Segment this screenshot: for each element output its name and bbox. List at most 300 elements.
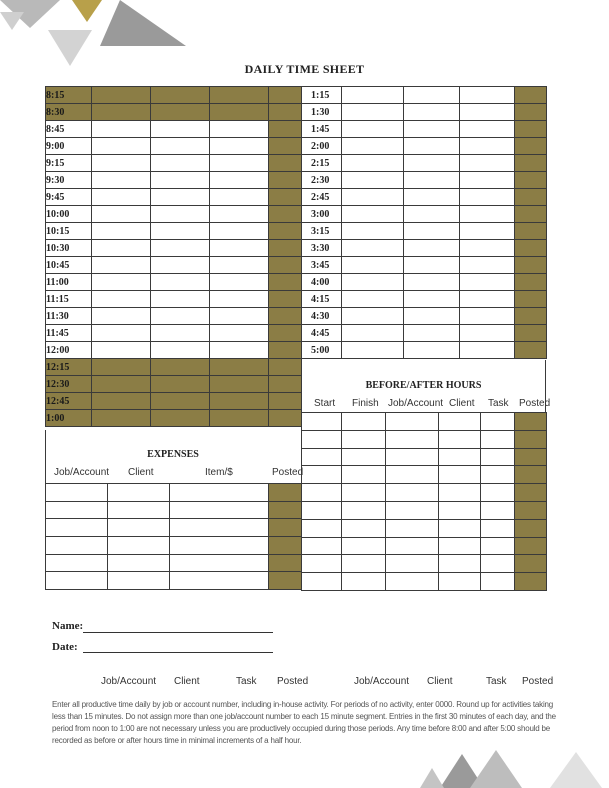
entry-cell[interactable] bbox=[460, 138, 515, 155]
entry-cell[interactable] bbox=[46, 537, 108, 555]
entry-cell[interactable] bbox=[108, 554, 170, 572]
entry-cell[interactable] bbox=[108, 519, 170, 537]
entry-cell[interactable] bbox=[342, 466, 386, 484]
entry-cell[interactable] bbox=[481, 430, 515, 448]
entry-cell[interactable] bbox=[342, 573, 386, 591]
time-row bbox=[302, 308, 547, 325]
entry-cell[interactable] bbox=[151, 257, 210, 274]
entry-cell[interactable] bbox=[46, 501, 108, 519]
entry-cell[interactable] bbox=[210, 87, 269, 104]
entry-cell[interactable] bbox=[342, 189, 404, 206]
expenses-title: EXPENSES bbox=[147, 449, 199, 460]
entry-cell[interactable] bbox=[404, 325, 460, 342]
entry-cell[interactable] bbox=[92, 121, 151, 138]
entry-cell[interactable] bbox=[481, 555, 515, 573]
time-row bbox=[46, 291, 302, 308]
entry-cell[interactable] bbox=[92, 342, 151, 359]
legend-right-client: Client bbox=[427, 676, 453, 687]
entry-cell[interactable] bbox=[404, 291, 460, 308]
entry-cell[interactable] bbox=[481, 484, 515, 502]
entry-cell[interactable] bbox=[342, 274, 404, 291]
entry-cell[interactable] bbox=[108, 501, 170, 519]
time-row bbox=[302, 138, 547, 155]
entry-cell[interactable] bbox=[210, 393, 269, 410]
entry-cell[interactable] bbox=[481, 519, 515, 537]
posted-cell bbox=[269, 308, 302, 325]
time-row bbox=[46, 121, 302, 138]
instructions-text: Enter all productive time daily by job or account number, including in-house activity. For periods of no activity, enter 0000. Round up for activities taking less than 15 minutes. Do not assign more than one job/account number to each 15 minute segment. Entries in the first 30 minutes of each day, and the period from noon to 1:00 are not necessary unless you are productively occupied during those periods. Any time before 8:00 and after 5:00 should be recorded as before or after hours time in minimal increments of a half hour. bbox=[52, 700, 556, 745]
before-after-title: BEFORE/AFTER HOURS bbox=[365, 380, 482, 391]
posted-cell bbox=[269, 393, 302, 410]
entry-cell[interactable] bbox=[151, 393, 210, 410]
entry-cell[interactable] bbox=[439, 430, 481, 448]
entry-cell[interactable] bbox=[210, 121, 269, 138]
entry-cell[interactable] bbox=[151, 206, 210, 223]
entry-cell[interactable] bbox=[302, 448, 342, 466]
posted-cell bbox=[515, 155, 547, 172]
entry-cell[interactable] bbox=[481, 448, 515, 466]
entry-cell[interactable] bbox=[92, 308, 151, 325]
time-label: 9:45 bbox=[46, 189, 92, 206]
entry-cell[interactable] bbox=[92, 240, 151, 257]
expenses-col-header: Job/Account bbox=[54, 467, 110, 478]
time-row bbox=[46, 257, 302, 274]
time-row bbox=[46, 410, 302, 427]
entry-cell[interactable] bbox=[46, 572, 108, 590]
entry-cell[interactable] bbox=[151, 240, 210, 257]
time-label: 12:15 bbox=[46, 359, 92, 376]
entry-cell[interactable] bbox=[342, 104, 404, 121]
entry-cell[interactable] bbox=[386, 573, 439, 591]
entry-cell[interactable] bbox=[386, 448, 439, 466]
entry-cell[interactable] bbox=[92, 257, 151, 274]
entry-cell[interactable] bbox=[92, 223, 151, 240]
entry-cell[interactable] bbox=[151, 189, 210, 206]
entry-cell[interactable] bbox=[302, 519, 342, 537]
entry-cell[interactable] bbox=[439, 501, 481, 519]
triangle-shape bbox=[72, 0, 102, 22]
entry-cell[interactable] bbox=[481, 573, 515, 591]
expense-row bbox=[46, 501, 302, 519]
posted-cell bbox=[269, 121, 302, 138]
entry-cell[interactable] bbox=[210, 325, 269, 342]
posted-cell bbox=[269, 359, 302, 376]
time-label: 2:30 bbox=[302, 172, 342, 189]
entry-cell[interactable] bbox=[404, 138, 460, 155]
entry-cell[interactable] bbox=[386, 484, 439, 502]
time-label: 8:45 bbox=[46, 121, 92, 138]
triangle-shape bbox=[100, 0, 186, 46]
entry-cell[interactable] bbox=[210, 206, 269, 223]
time-row bbox=[46, 325, 302, 342]
entry-cell[interactable] bbox=[151, 104, 210, 121]
entry-cell[interactable] bbox=[151, 274, 210, 291]
entry-cell[interactable] bbox=[404, 172, 460, 189]
time-label: 10:30 bbox=[46, 240, 92, 257]
posted-cell bbox=[515, 537, 547, 555]
time-row bbox=[46, 393, 302, 410]
posted-cell bbox=[269, 155, 302, 172]
entry-cell[interactable] bbox=[46, 484, 108, 502]
date-field[interactable] bbox=[83, 652, 273, 653]
time-row bbox=[46, 342, 302, 359]
posted-cell bbox=[515, 138, 547, 155]
entry-cell[interactable] bbox=[342, 138, 404, 155]
entry-cell[interactable] bbox=[302, 484, 342, 502]
entry-cell[interactable] bbox=[460, 155, 515, 172]
entry-cell[interactable] bbox=[210, 104, 269, 121]
time-label: 8:15 bbox=[46, 87, 92, 104]
entry-cell[interactable] bbox=[342, 484, 386, 502]
entry-cell[interactable] bbox=[151, 342, 210, 359]
entry-cell[interactable] bbox=[151, 138, 210, 155]
entry-cell[interactable] bbox=[342, 240, 404, 257]
time-label: 8:30 bbox=[46, 104, 92, 121]
time-label: 1:00 bbox=[46, 410, 92, 427]
entry-cell[interactable] bbox=[439, 555, 481, 573]
posted-cell bbox=[269, 172, 302, 189]
time-label: 3:00 bbox=[302, 206, 342, 223]
entry-cell[interactable] bbox=[404, 104, 460, 121]
entry-cell[interactable] bbox=[170, 484, 269, 502]
entry-cell[interactable] bbox=[210, 257, 269, 274]
entry-cell[interactable] bbox=[302, 573, 342, 591]
posted-cell bbox=[515, 555, 547, 573]
entry-cell[interactable] bbox=[92, 325, 151, 342]
entry-cell[interactable] bbox=[460, 189, 515, 206]
entry-cell[interactable] bbox=[439, 537, 481, 555]
entry-cell[interactable] bbox=[92, 376, 151, 393]
triangle-shape bbox=[420, 768, 444, 788]
entry-cell[interactable] bbox=[342, 155, 404, 172]
entry-cell[interactable] bbox=[151, 121, 210, 138]
time-row bbox=[46, 359, 302, 376]
entry-cell[interactable] bbox=[302, 430, 342, 448]
entry-cell[interactable] bbox=[210, 189, 269, 206]
entry-cell[interactable] bbox=[92, 87, 151, 104]
time-label: 2:45 bbox=[302, 189, 342, 206]
date-label: Date: bbox=[52, 641, 78, 653]
entry-cell[interactable] bbox=[210, 274, 269, 291]
entry-cell[interactable] bbox=[439, 413, 481, 431]
entry-cell[interactable] bbox=[210, 223, 269, 240]
entry-cell[interactable] bbox=[386, 466, 439, 484]
time-row bbox=[302, 274, 547, 291]
entry-cell[interactable] bbox=[439, 519, 481, 537]
afternoon-time-table bbox=[301, 86, 547, 359]
entry-cell[interactable] bbox=[404, 308, 460, 325]
expenses-col-header: Item/$ bbox=[205, 467, 233, 478]
time-row bbox=[46, 189, 302, 206]
time-label: 12:00 bbox=[46, 342, 92, 359]
entry-cell[interactable] bbox=[210, 342, 269, 359]
time-label: 11:00 bbox=[46, 274, 92, 291]
time-label: 11:15 bbox=[46, 291, 92, 308]
entry-cell[interactable] bbox=[151, 172, 210, 189]
entry-cell[interactable] bbox=[460, 121, 515, 138]
posted-cell bbox=[515, 448, 547, 466]
entry-cell[interactable] bbox=[151, 359, 210, 376]
entry-cell[interactable] bbox=[210, 376, 269, 393]
entry-cell[interactable] bbox=[92, 393, 151, 410]
entry-cell[interactable] bbox=[92, 291, 151, 308]
time-row bbox=[46, 376, 302, 393]
entry-cell[interactable] bbox=[342, 430, 386, 448]
entry-cell[interactable] bbox=[460, 291, 515, 308]
entry-cell[interactable] bbox=[170, 519, 269, 537]
legend-left-job: Job/Account bbox=[101, 676, 157, 687]
entry-cell[interactable] bbox=[108, 572, 170, 590]
entry-cell[interactable] bbox=[210, 410, 269, 427]
entry-cell[interactable] bbox=[439, 448, 481, 466]
entry-cell[interactable] bbox=[342, 223, 404, 240]
before-after-row bbox=[302, 555, 547, 573]
time-row bbox=[302, 240, 547, 257]
before-after-col-header: Job/Account bbox=[388, 398, 444, 409]
entry-cell[interactable] bbox=[92, 172, 151, 189]
posted-cell bbox=[269, 376, 302, 393]
time-row bbox=[46, 223, 302, 240]
entry-cell[interactable] bbox=[92, 274, 151, 291]
posted-cell bbox=[269, 223, 302, 240]
time-row bbox=[46, 104, 302, 121]
entry-cell[interactable] bbox=[170, 537, 269, 555]
posted-cell bbox=[515, 573, 547, 591]
entry-cell[interactable] bbox=[151, 223, 210, 240]
entry-cell[interactable] bbox=[386, 537, 439, 555]
legend-left-posted: Posted bbox=[277, 676, 309, 687]
entry-cell[interactable] bbox=[460, 172, 515, 189]
entry-cell[interactable] bbox=[386, 413, 439, 431]
posted-cell bbox=[515, 325, 547, 342]
before-after-col-header: Task bbox=[488, 398, 509, 409]
entry-cell[interactable] bbox=[460, 87, 515, 104]
entry-cell[interactable] bbox=[151, 155, 210, 172]
entry-cell[interactable] bbox=[342, 121, 404, 138]
before-after-row bbox=[302, 501, 547, 519]
entry-cell[interactable] bbox=[342, 501, 386, 519]
entry-cell[interactable] bbox=[481, 413, 515, 431]
expense-row bbox=[46, 572, 302, 590]
entry-cell[interactable] bbox=[151, 308, 210, 325]
entry-cell[interactable] bbox=[151, 376, 210, 393]
entry-cell[interactable] bbox=[404, 155, 460, 172]
entry-cell[interactable] bbox=[342, 555, 386, 573]
posted-cell bbox=[515, 484, 547, 502]
posted-cell bbox=[269, 189, 302, 206]
entry-cell[interactable] bbox=[460, 308, 515, 325]
entry-cell[interactable] bbox=[404, 87, 460, 104]
entry-cell[interactable] bbox=[92, 104, 151, 121]
legend-left-client: Client bbox=[174, 676, 200, 687]
entry-cell[interactable] bbox=[460, 274, 515, 291]
entry-cell[interactable] bbox=[439, 484, 481, 502]
entry-cell[interactable] bbox=[92, 359, 151, 376]
decorative-triangles-bottom bbox=[400, 740, 609, 788]
before-after-row bbox=[302, 466, 547, 484]
time-label: 4:45 bbox=[302, 325, 342, 342]
entry-cell[interactable] bbox=[342, 308, 404, 325]
time-row bbox=[302, 291, 547, 308]
posted-cell bbox=[269, 274, 302, 291]
time-label: 10:45 bbox=[46, 257, 92, 274]
entry-cell[interactable] bbox=[302, 555, 342, 573]
entry-cell[interactable] bbox=[342, 87, 404, 104]
posted-cell bbox=[515, 291, 547, 308]
entry-cell[interactable] bbox=[342, 291, 404, 308]
time-row bbox=[302, 155, 547, 172]
entry-cell[interactable] bbox=[439, 573, 481, 591]
entry-cell[interactable] bbox=[404, 257, 460, 274]
before-after-row bbox=[302, 448, 547, 466]
posted-cell bbox=[269, 257, 302, 274]
before-after-row bbox=[302, 430, 547, 448]
entry-cell[interactable] bbox=[151, 410, 210, 427]
time-row bbox=[46, 274, 302, 291]
entry-cell[interactable] bbox=[342, 519, 386, 537]
entry-cell[interactable] bbox=[170, 501, 269, 519]
time-row bbox=[302, 223, 547, 240]
entry-cell[interactable] bbox=[404, 240, 460, 257]
entry-cell[interactable] bbox=[210, 138, 269, 155]
entry-cell[interactable] bbox=[481, 466, 515, 484]
time-label: 9:15 bbox=[46, 155, 92, 172]
posted-cell bbox=[269, 87, 302, 104]
entry-cell[interactable] bbox=[46, 519, 108, 537]
entry-cell[interactable] bbox=[386, 430, 439, 448]
entry-cell[interactable] bbox=[386, 519, 439, 537]
entry-cell[interactable] bbox=[342, 448, 386, 466]
name-field[interactable] bbox=[83, 632, 273, 633]
time-row bbox=[302, 206, 547, 223]
entry-cell[interactable] bbox=[108, 484, 170, 502]
expense-row bbox=[46, 484, 302, 502]
page-title: DAILY TIME SHEET bbox=[244, 62, 365, 76]
entry-cell[interactable] bbox=[151, 325, 210, 342]
decorative-triangles-top bbox=[0, 0, 200, 70]
posted-cell bbox=[269, 138, 302, 155]
time-label: 9:30 bbox=[46, 172, 92, 189]
entry-cell[interactable] bbox=[342, 413, 386, 431]
entry-cell[interactable] bbox=[151, 87, 210, 104]
entry-cell[interactable] bbox=[342, 206, 404, 223]
entry-cell[interactable] bbox=[302, 413, 342, 431]
posted-cell bbox=[515, 121, 547, 138]
entry-cell[interactable] bbox=[92, 138, 151, 155]
entry-cell[interactable] bbox=[210, 155, 269, 172]
posted-cell bbox=[269, 484, 302, 502]
entry-cell[interactable] bbox=[404, 189, 460, 206]
entry-cell[interactable] bbox=[386, 555, 439, 573]
entry-cell[interactable] bbox=[481, 501, 515, 519]
posted-cell bbox=[269, 554, 302, 572]
posted-cell bbox=[515, 466, 547, 484]
entry-cell[interactable] bbox=[92, 410, 151, 427]
entry-cell[interactable] bbox=[342, 537, 386, 555]
name-label: Name: bbox=[52, 620, 84, 632]
expenses-col-header: Posted bbox=[272, 467, 304, 478]
posted-cell bbox=[515, 274, 547, 291]
time-label: 12:30 bbox=[46, 376, 92, 393]
entry-cell[interactable] bbox=[342, 342, 404, 359]
posted-cell bbox=[515, 104, 547, 121]
before-after-row bbox=[302, 484, 547, 502]
entry-cell[interactable] bbox=[342, 325, 404, 342]
posted-cell bbox=[515, 240, 547, 257]
time-label: 1:15 bbox=[302, 87, 342, 104]
before-after-row bbox=[302, 413, 547, 431]
time-label: 5:00 bbox=[302, 342, 342, 359]
entry-cell[interactable] bbox=[386, 501, 439, 519]
entry-cell[interactable] bbox=[439, 466, 481, 484]
entry-cell[interactable] bbox=[210, 172, 269, 189]
entry-cell[interactable] bbox=[404, 342, 460, 359]
entry-cell[interactable] bbox=[302, 466, 342, 484]
entry-cell[interactable] bbox=[46, 554, 108, 572]
time-row bbox=[46, 308, 302, 325]
posted-cell bbox=[515, 308, 547, 325]
legend-right-task: Task bbox=[486, 676, 507, 687]
entry-cell[interactable] bbox=[302, 537, 342, 555]
legend-left-task: Task bbox=[236, 676, 257, 687]
entry-cell[interactable] bbox=[460, 342, 515, 359]
entry-cell[interactable] bbox=[108, 537, 170, 555]
posted-cell bbox=[515, 342, 547, 359]
entry-cell[interactable] bbox=[210, 291, 269, 308]
before-after-col-header: Posted bbox=[519, 398, 551, 409]
posted-cell bbox=[269, 206, 302, 223]
entry-cell[interactable] bbox=[342, 172, 404, 189]
entry-cell[interactable] bbox=[460, 257, 515, 274]
triangle-shape bbox=[48, 30, 92, 66]
posted-cell bbox=[269, 291, 302, 308]
posted-cell bbox=[515, 519, 547, 537]
entry-cell[interactable] bbox=[210, 359, 269, 376]
entry-cell[interactable] bbox=[460, 104, 515, 121]
entry-cell[interactable] bbox=[210, 240, 269, 257]
time-label: 10:00 bbox=[46, 206, 92, 223]
time-label: 4:00 bbox=[302, 274, 342, 291]
entry-cell[interactable] bbox=[170, 554, 269, 572]
entry-cell[interactable] bbox=[404, 121, 460, 138]
time-row bbox=[46, 87, 302, 104]
time-label: 3:30 bbox=[302, 240, 342, 257]
entry-cell[interactable] bbox=[404, 206, 460, 223]
entry-cell[interactable] bbox=[151, 291, 210, 308]
posted-cell bbox=[515, 413, 547, 431]
entry-cell[interactable] bbox=[404, 274, 460, 291]
posted-cell bbox=[269, 410, 302, 427]
entry-cell[interactable] bbox=[342, 257, 404, 274]
entry-cell[interactable] bbox=[460, 240, 515, 257]
time-label: 9:00 bbox=[46, 138, 92, 155]
entry-cell[interactable] bbox=[170, 572, 269, 590]
entry-cell[interactable] bbox=[481, 537, 515, 555]
entry-cell[interactable] bbox=[460, 206, 515, 223]
time-label: 11:30 bbox=[46, 308, 92, 325]
entry-cell[interactable] bbox=[210, 308, 269, 325]
entry-cell[interactable] bbox=[92, 155, 151, 172]
before-after-col-header: Client bbox=[449, 398, 475, 409]
posted-cell bbox=[515, 206, 547, 223]
entry-cell[interactable] bbox=[302, 501, 342, 519]
time-label: 3:15 bbox=[302, 223, 342, 240]
entry-cell[interactable] bbox=[404, 223, 460, 240]
entry-cell[interactable] bbox=[92, 206, 151, 223]
entry-cell[interactable] bbox=[92, 189, 151, 206]
entry-cell[interactable] bbox=[460, 223, 515, 240]
entry-cell[interactable] bbox=[460, 325, 515, 342]
